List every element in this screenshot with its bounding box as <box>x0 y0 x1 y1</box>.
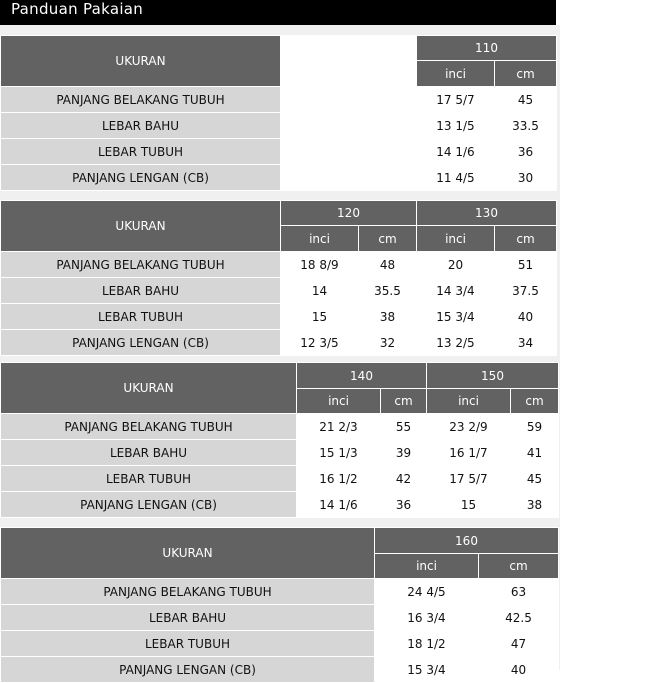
size-table-120-130 <box>0 200 557 356</box>
value-inci: 12 3/5 <box>281 330 359 356</box>
value-inci: 13 2/5 <box>417 330 495 356</box>
value-cm: 38 <box>359 304 417 330</box>
value-inci: 15 3/4 <box>375 657 479 683</box>
ukuran-header: UKURAN <box>1 528 375 579</box>
ukuran-header: UKURAN <box>1 363 297 414</box>
ukuran-header: UKURAN <box>1 201 281 252</box>
value-cm: 63 <box>479 579 559 605</box>
row-label: LEBAR BAHU <box>1 278 281 304</box>
value-inci: 21 2/3 <box>297 414 381 440</box>
row-label: LEBAR BAHU <box>1 440 297 466</box>
size-header-130: 130 <box>417 201 557 226</box>
value-cm: 35.5 <box>359 278 417 304</box>
value-cm: 42.5 <box>479 605 559 631</box>
value-inci: 17 5/7 <box>427 466 511 492</box>
blank-size-header <box>281 36 417 87</box>
row-label: PANJANG BELAKANG TUBUH <box>1 414 297 440</box>
row-label: LEBAR BAHU <box>1 605 375 631</box>
row-label: PANJANG LENGAN (CB) <box>1 492 297 518</box>
blank-cell <box>281 87 417 113</box>
row-label: PANJANG LENGAN (CB) <box>1 330 281 356</box>
value-inci: 14 1/6 <box>417 139 495 165</box>
value-inci: 14 3/4 <box>417 278 495 304</box>
row-label: PANJANG BELAKANG TUBUH <box>1 579 375 605</box>
value-cm: 32 <box>359 330 417 356</box>
row-label: LEBAR TUBUH <box>1 466 297 492</box>
value-cm: 36 <box>495 139 557 165</box>
value-cm: 45 <box>495 87 557 113</box>
row-label: PANJANG LENGAN (CB) <box>1 165 281 191</box>
value-cm: 37.5 <box>495 278 557 304</box>
value-cm: 33.5 <box>495 113 557 139</box>
page-title: Panduan Pakaian <box>0 0 556 25</box>
value-inci: 14 1/6 <box>297 492 381 518</box>
size-table-140-150 <box>0 362 559 518</box>
size-header-160: 160 <box>375 528 559 554</box>
value-cm: 45 <box>511 466 559 492</box>
row-label: LEBAR TUBUH <box>1 139 281 165</box>
row-label: PANJANG LENGAN (CB) <box>1 657 375 683</box>
value-cm: 40 <box>495 304 557 330</box>
value-inci: 16 1/7 <box>427 440 511 466</box>
value-inci: 16 3/4 <box>375 605 479 631</box>
value-cm: 47 <box>479 631 559 657</box>
value-inci: 11 4/5 <box>417 165 495 191</box>
size-header-120: 120 <box>281 201 417 226</box>
row-label: LEBAR TUBUH <box>1 304 281 330</box>
unit-header-cm: cm <box>479 554 559 579</box>
value-inci: 18 1/2 <box>375 631 479 657</box>
value-cm: 41 <box>511 440 559 466</box>
value-cm: 59 <box>511 414 559 440</box>
size-header-140: 140 <box>297 363 427 389</box>
unit-header-inci: inci <box>417 226 495 252</box>
blank-cell <box>281 165 417 191</box>
value-cm: 55 <box>381 414 427 440</box>
value-inci: 15 1/3 <box>297 440 381 466</box>
value-cm: 39 <box>381 440 427 466</box>
unit-header-inci: inci <box>281 226 359 252</box>
value-inci: 14 <box>281 278 359 304</box>
unit-header-cm: cm <box>495 226 557 252</box>
unit-header-inci: inci <box>417 61 495 87</box>
size-header-150: 150 <box>427 363 559 389</box>
value-inci: 16 1/2 <box>297 466 381 492</box>
value-cm: 34 <box>495 330 557 356</box>
value-inci: 23 2/9 <box>427 414 511 440</box>
unit-header-inci: inci <box>375 554 479 579</box>
value-inci: 15 3/4 <box>417 304 495 330</box>
size-header-110: 110 <box>417 36 557 61</box>
row-label: PANJANG BELAKANG TUBUH <box>1 87 281 113</box>
size-table-110 <box>0 35 557 191</box>
ukuran-header: UKURAN <box>1 36 281 87</box>
row-label: LEBAR BAHU <box>1 113 281 139</box>
unit-header-cm: cm <box>359 226 417 252</box>
value-cm: 36 <box>381 492 427 518</box>
unit-header-cm: cm <box>511 389 559 414</box>
value-inci: 18 8/9 <box>281 252 359 278</box>
blank-cell <box>281 139 417 165</box>
value-inci: 13 1/5 <box>417 113 495 139</box>
blank-cell <box>281 113 417 139</box>
unit-header-inci: inci <box>297 389 381 414</box>
row-label: LEBAR TUBUH <box>1 631 375 657</box>
value-cm: 38 <box>511 492 559 518</box>
size-table-160 <box>0 527 559 683</box>
value-inci: 15 <box>281 304 359 330</box>
value-inci: 24 4/5 <box>375 579 479 605</box>
unit-header-inci: inci <box>427 389 511 414</box>
value-cm: 30 <box>495 165 557 191</box>
value-cm: 51 <box>495 252 557 278</box>
value-cm: 40 <box>479 657 559 683</box>
unit-header-cm: cm <box>495 61 557 87</box>
value-cm: 48 <box>359 252 417 278</box>
value-inci: 20 <box>417 252 495 278</box>
value-inci: 17 5/7 <box>417 87 495 113</box>
value-inci: 15 <box>427 492 511 518</box>
row-label: PANJANG BELAKANG TUBUH <box>1 252 281 278</box>
unit-header-cm: cm <box>381 389 427 414</box>
value-cm: 42 <box>381 466 427 492</box>
